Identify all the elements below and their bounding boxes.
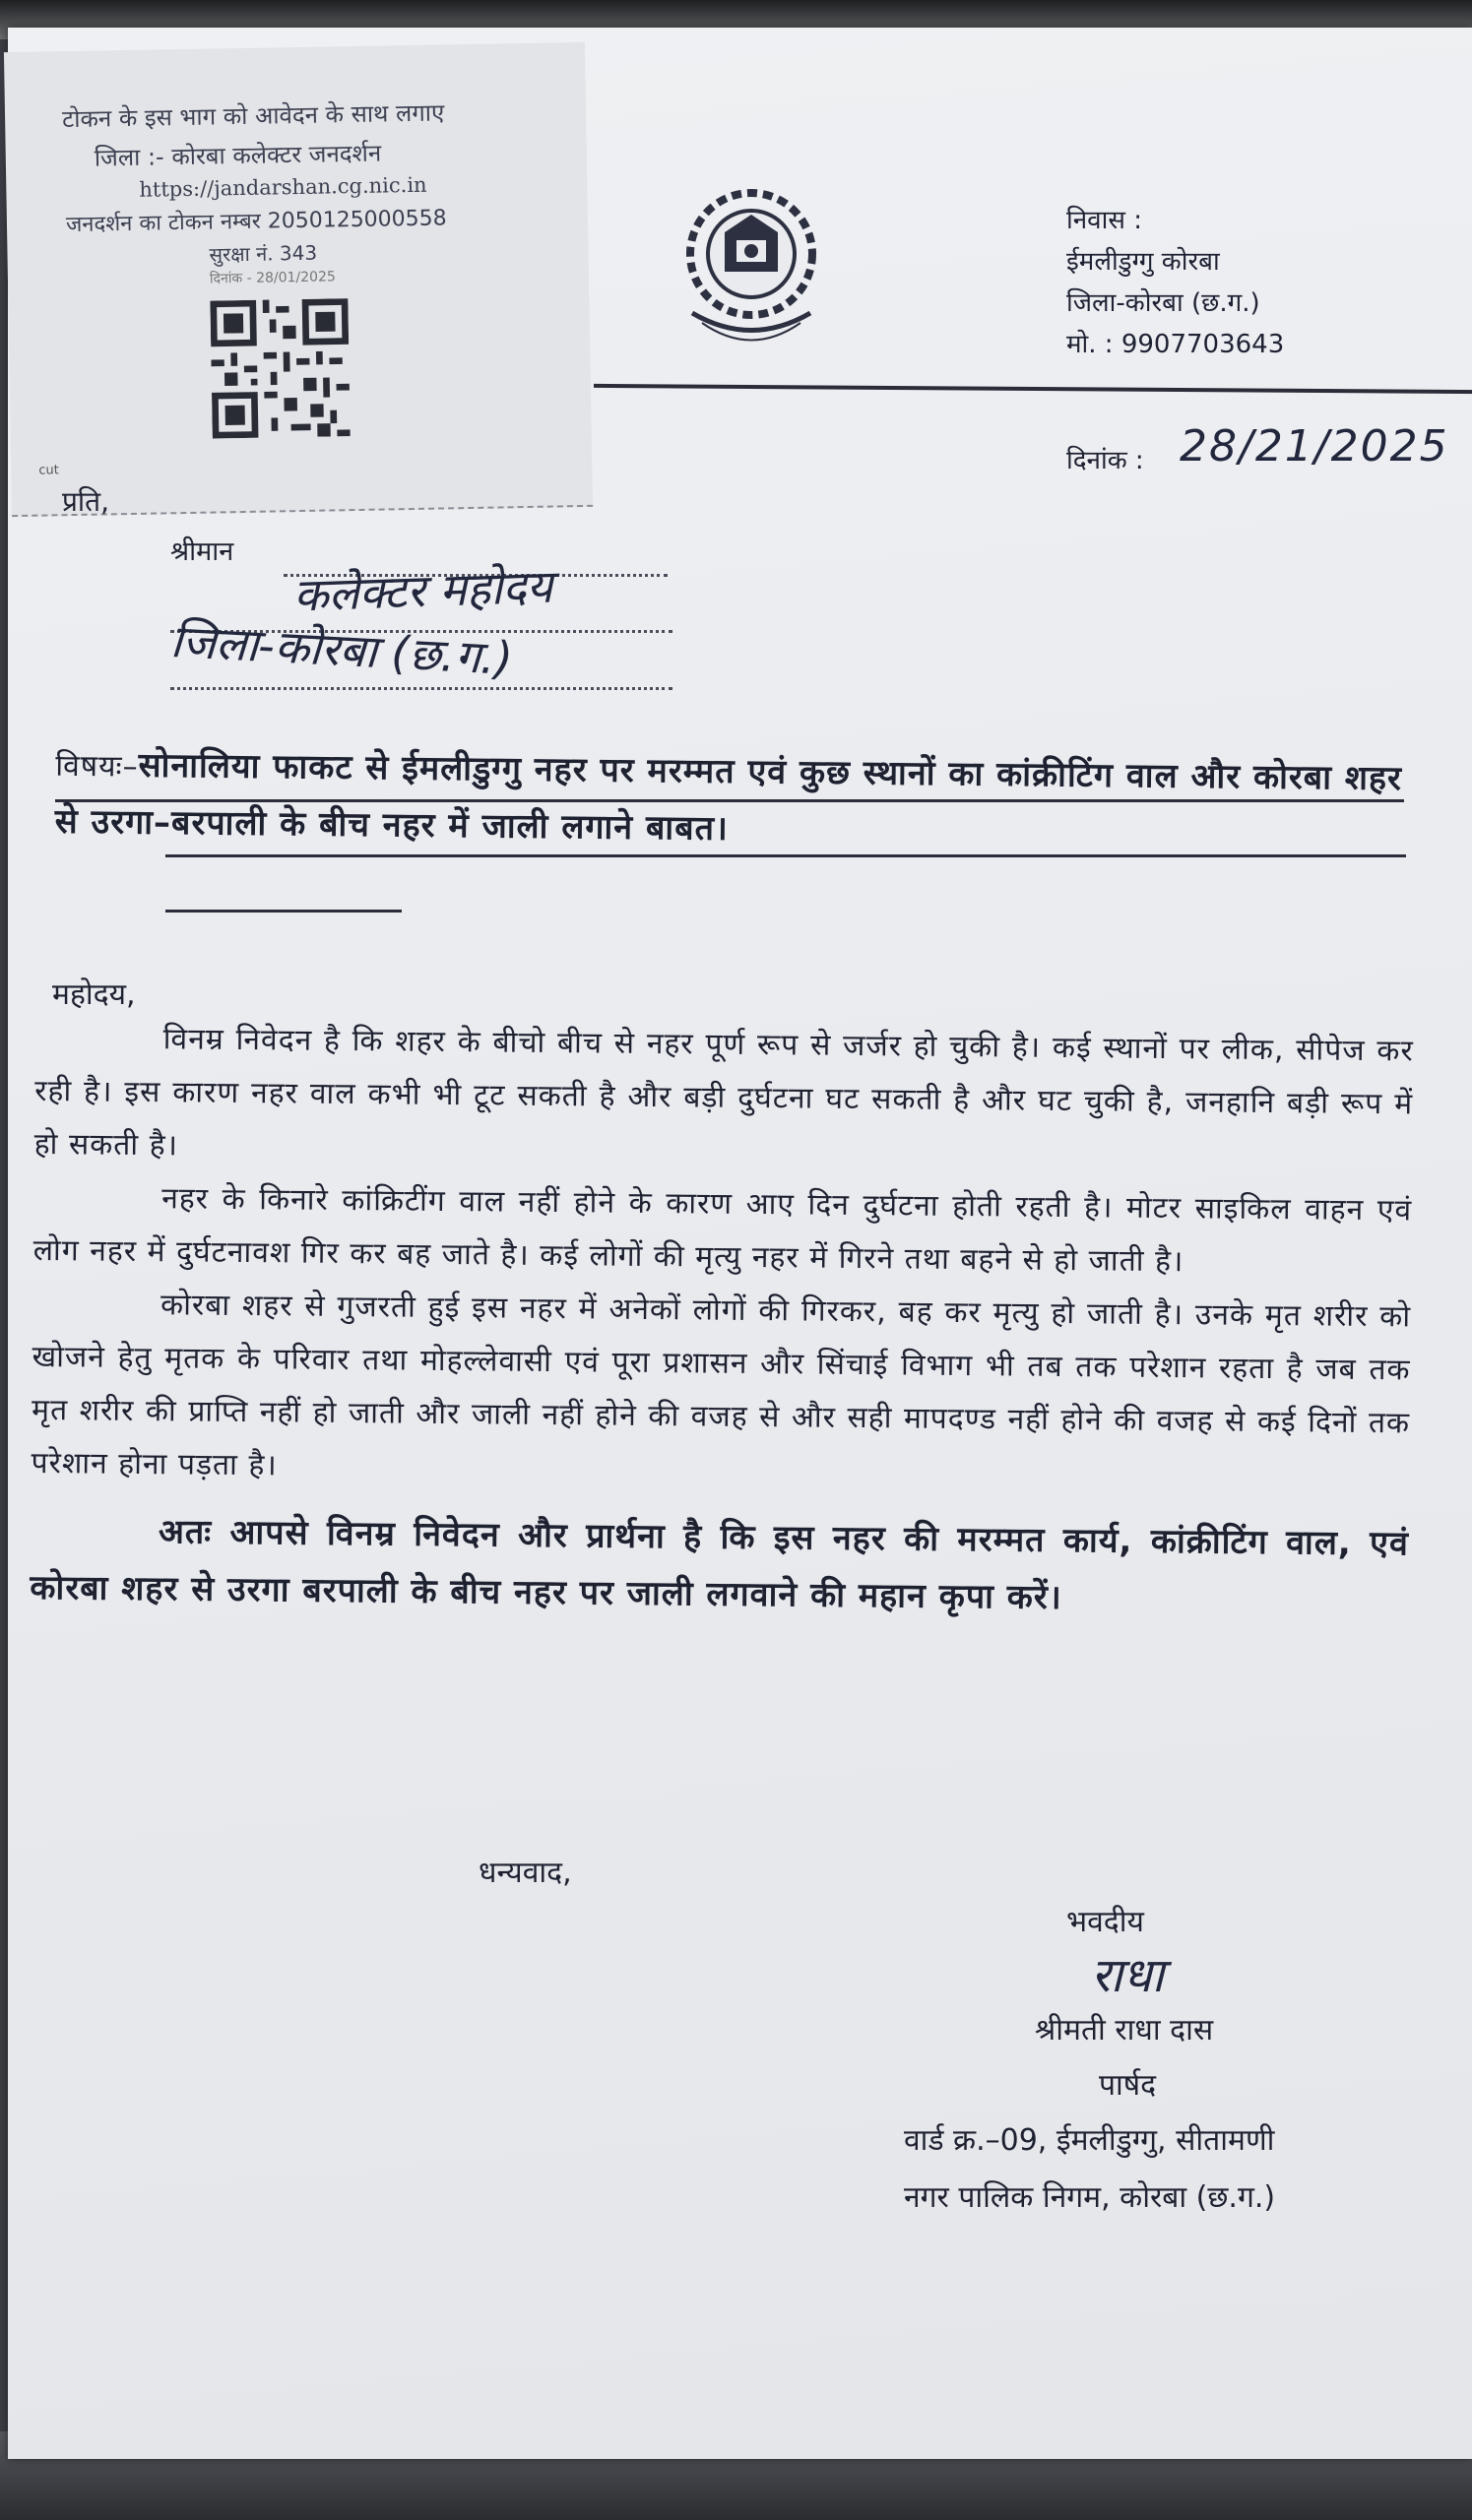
token-district: जिला :- कोरबा कलेक्टर जनदर्शन (94, 139, 382, 172)
municipal-emblem-icon (658, 175, 845, 362)
prati-label: प्रति, (62, 485, 110, 518)
closing-request: अतः आपसे विनम्र निवेदन और प्रार्थना है कि इस नहर की मरम्मत कार्य, कांक्रीटिंग वाल, एवं कोरबा शहर से उरगा बरपाली के बीच नहर पर जाली लगवाने की महान कृपा करें। (30, 1512, 1410, 1618)
sender-designation: पार्षद (1099, 2068, 1157, 2103)
token-number: जनदर्शन का टोकन नम्बर 2050125000558 (65, 206, 447, 238)
sender-name: श्रीमती राधा दास (1035, 2013, 1214, 2048)
token-date: दिनांक - 28/01/2025 (209, 269, 336, 287)
letter-body (30, 1012, 1414, 1629)
address-mobile: मो. : 9907703643 (1066, 330, 1285, 359)
thanks-label: धन्यवाद, (479, 1856, 572, 1890)
subject-underline (165, 910, 402, 913)
address-label: निवास : (1066, 206, 1142, 235)
body-paragraph: कोरबा शहर से गुजरती हुई इस नहर में अनेकों लोगों की गिरकर, बह कर मृत्यु हो जाती है। उनके मृत शरीर को खोजने हेतु मृतक के परिवार तथा मोहल्लेवासी एवं पूरा प्रशासन और सिंचाई विभाग भी तब तक परेशान रहता है जब तक मृत शरीर की प्राप्ति नहीं हो जाती और जाली नहीं होने की वजह से और सही मापदण्ड नहीं होने की वजह से कई दिनों तक परेशान होना पड़ता है। (31, 1288, 1412, 1483)
subject-underline (55, 799, 1404, 802)
token-cut-label: cut (38, 463, 59, 478)
body-paragraph: विनम्र निवेदन है कि शहर के बीचो बीच से नहर पूर्ण रूप से जर्जर हो चुकी है। कई स्थानों पर लीक, सीपेज कर रही है। इस कारण नहर वाल कभी भी टूट सकती है और बड़ी दुर्घटना घट सकती है और घट चुकी है, जनहानि बड़ी रूप में हो सकती है। (33, 1022, 1414, 1164)
address-district: जिला-कोरबा (छ.ग.) (1066, 288, 1260, 318)
salutation: महोदय, (52, 977, 136, 1012)
sender-ward: वार्ड क्र.–09, ईमलीडुग्गु, सीतामणी (904, 2123, 1275, 2158)
subject-text: सोनालिया फाकट से ईमलीडुग्गु नहर पर मरम्मत एवं कुछ स्थानों का कांक्रीटिंग वाल और कोरबा शहर से उरगा–बरपाली के बीच नहर में जाली लगाने बाबत। (54, 745, 1403, 849)
dotted-line (170, 687, 672, 690)
yours-label: भवदीय (1066, 1905, 1144, 1939)
letterhead-rule (594, 384, 1472, 394)
token-instruction: टोकन के इस भाग को आवेदन के साथ लगाए (61, 98, 445, 134)
token-security-number: सुरक्षा नं. 343 (209, 240, 318, 267)
subject-underline (165, 854, 1406, 857)
subject-label: विषयः– (55, 748, 139, 785)
recipient-handwritten-title: कलेक्टर महोदय (292, 559, 554, 622)
recipient-handwritten-district: जिला-कोरबा (छ.ग.) (168, 613, 515, 686)
body-paragraph: नहर के किनारे कांक्रिटींग वाल नहीं होने के कारण आए दिन दुर्घटना होती रहती है। मोटर साइकिल वाहन एवं लोग नहर में दुर्घटनावश गिर कर बह जाते है। कई लोगों की मृत्यु नहर में गिरने तथा बहने से हो जाती है। (32, 1181, 1413, 1280)
sender-corporation: नगर पालिक निगम, कोरबा (छ.ग.) (904, 2180, 1276, 2215)
letter-page (8, 28, 1472, 2459)
qr-code-icon (210, 298, 350, 438)
jandarshan-token-slip (4, 42, 593, 517)
handwritten-signature: राधा (1091, 1948, 1165, 2003)
shriman-label: श्रीमान (170, 536, 234, 567)
address-locality: ईमलीडुग्गु कोरबा (1066, 247, 1220, 277)
date-value: 28/21/2025 (1180, 421, 1449, 472)
token-url: https://jandarshan.cg.nic.in (139, 172, 427, 202)
date-label: दिनांक : (1066, 446, 1144, 475)
